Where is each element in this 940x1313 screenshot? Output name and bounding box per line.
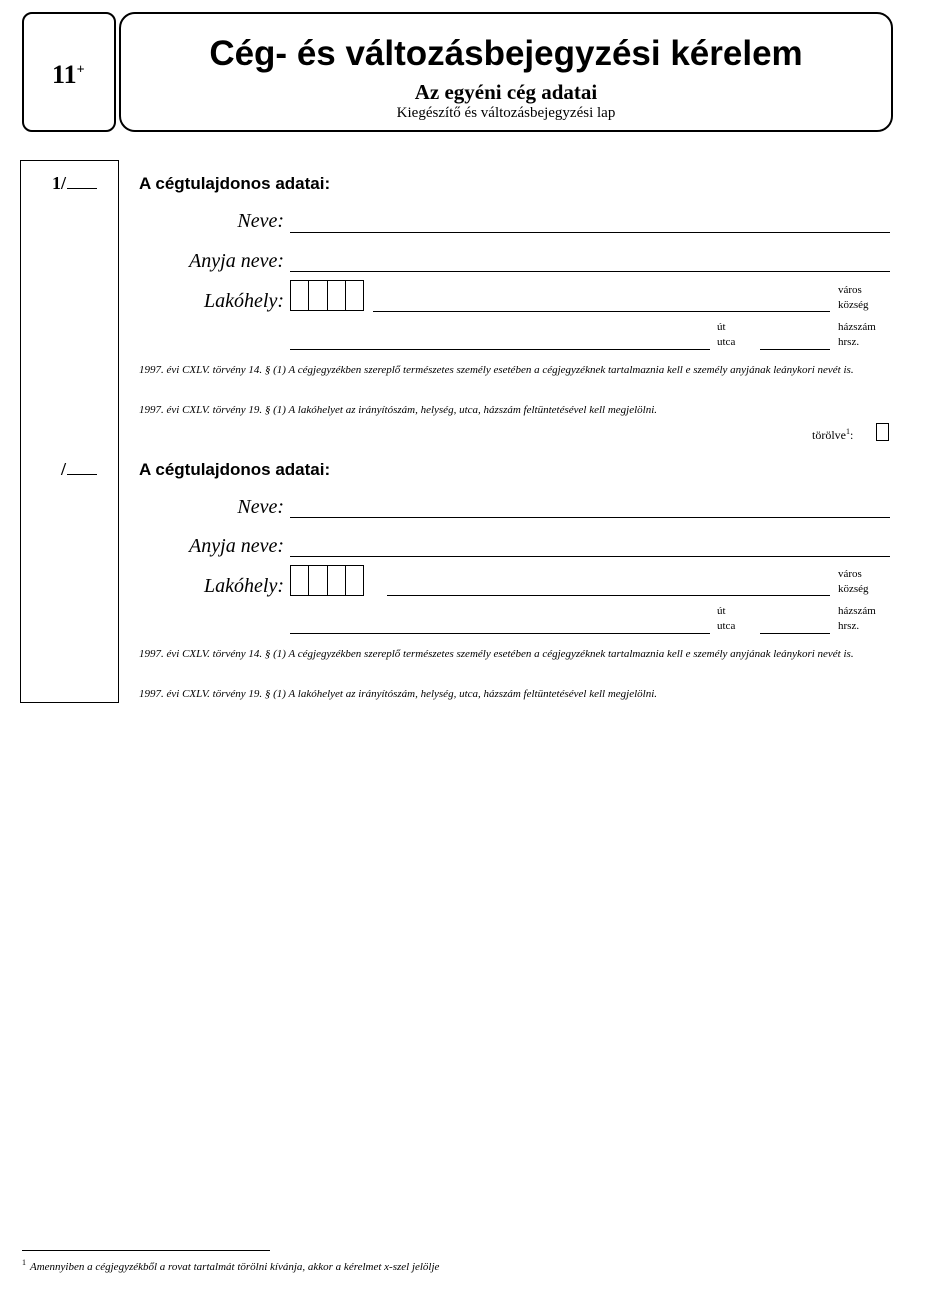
section-1-mother-field[interactable] (290, 271, 890, 272)
section-2-law-note-1: 1997. évi CXLV. törvény 14. § (1) A cégjegyzékben szereplő természetes személy esetében a cégjegyzéknek tartalmaznia kell e személy anyjának leánykori nevét is. (139, 648, 854, 660)
section-1-city-field[interactable] (373, 311, 830, 312)
section-1-law-note-1: 1997. évi CXLV. törvény 14. § (1) A cégjegyzékben szereplő természetes személy esetében a cégjegyzéknek tartalmaznia kell e személy anyjának leánykori nevét is. (139, 364, 854, 376)
section-2-mother-field[interactable] (290, 556, 890, 557)
section-1-name-label: Neve: (237, 210, 284, 232)
section-2-mother-label: Anyja neve: (189, 535, 284, 557)
section-2-law-note-2: 1997. évi CXLV. törvény 19. § (1) A lakóhelyet az irányítószám, helység, utca, házszám feltüntetésével kell megjelölni. (139, 688, 658, 700)
form-number: 11+ (52, 60, 85, 89)
section-1-house-label: házszám hrsz. (838, 321, 876, 348)
section-2-residence-label: Lakóhely: (204, 575, 284, 597)
section-2-name-field[interactable] (290, 517, 890, 518)
section-2-title: A cégtulajdonos adatai: (139, 460, 331, 479)
section-2-house-label: házszám hrsz. (838, 605, 876, 632)
section-2-number[interactable]: / (61, 459, 97, 480)
section-1-deleted-checkbox[interactable] (876, 423, 889, 441)
section-1-name-field[interactable] (290, 232, 890, 233)
section-1-mother-label: Anyja neve: (189, 250, 284, 272)
footnote: $^1$ Amennyiben a cégjegyzékből a rovat tartalmát törölni kívánja, akkor a kérelmet x-szel jelölje (22, 1258, 440, 1273)
section-1-city-label: város község (838, 284, 869, 311)
title-box (119, 12, 893, 132)
section-1-street-label: út utca (717, 321, 736, 348)
section-2-city-field[interactable] (387, 595, 830, 596)
section-2-postcode-boxes[interactable] (290, 565, 364, 596)
section-2-street-field[interactable] (290, 633, 710, 634)
section-1-deleted-label: törölve$^1$: (812, 427, 854, 442)
section-number-column (20, 160, 119, 703)
page-title: Cég- és változásbejegyzési kérelem (209, 34, 803, 73)
section-1-postcode-boxes[interactable] (290, 280, 364, 311)
page-subtitle: Az egyéni cég adatai (414, 80, 598, 104)
section-1-title: A cégtulajdonos adatai: (139, 174, 331, 193)
section-2-street-label: út utca (717, 605, 736, 632)
section-1-number[interactable]: 1/ (52, 173, 97, 194)
section-2-house-field[interactable] (760, 633, 830, 634)
section-1-residence-label: Lakóhely: (204, 290, 284, 312)
section-2-name-label: Neve: (237, 496, 284, 518)
section-1-street-field[interactable] (290, 349, 710, 350)
form-number-box (22, 12, 116, 132)
section-2-city-label: város község (838, 568, 869, 595)
page-subsubtitle: Kiegészítő és változásbejegyzési lap (396, 105, 616, 121)
footnote-divider (22, 1250, 270, 1251)
section-1-law-note-2: 1997. évi CXLV. törvény 19. § (1) A lakóhelyet az irányítószám, helység, utca, házszám feltüntetésével kell megjelölni. (139, 404, 658, 416)
section-1-house-field[interactable] (760, 349, 830, 350)
